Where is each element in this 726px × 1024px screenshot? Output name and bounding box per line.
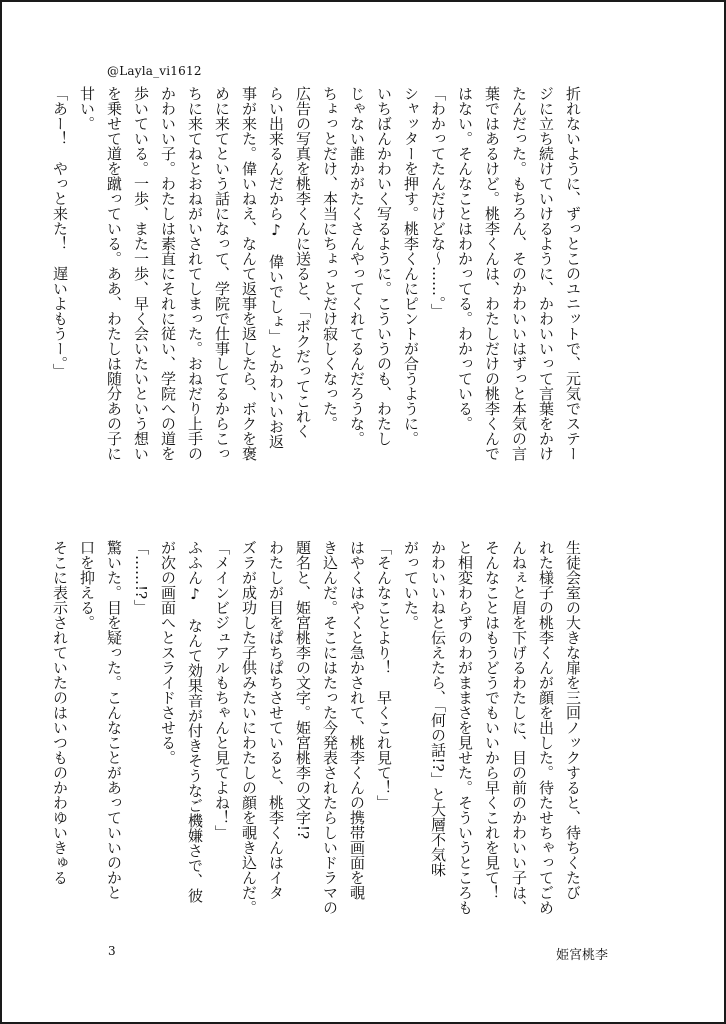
text-line: ちに来てねとおねがいされてしまった。おねだり上手の <box>186 86 204 461</box>
text-line: かわいい子。わたしは素直にそれに従い、学院への道を <box>159 86 177 461</box>
text-line: そこに表示されていたのはいつものかわゆいきゅる <box>51 540 69 885</box>
text-line: かわいいねと伝えたら、「何の話!?」と大層不気味 <box>429 540 447 877</box>
text-line: が次の画面へとスライドさせる。 <box>159 540 177 765</box>
text-line: 口を抑える。 <box>78 540 96 630</box>
text-line: 題名と、姫宮桃李の文字。姫宮桃李の文字!? <box>294 540 312 840</box>
text-line: 葉ではあるけど。桃李くんは、わたしだけの桃李くんで <box>483 86 501 461</box>
text-line: 甘い。 <box>78 86 96 131</box>
author-handle: @Layla_vi1612 <box>107 64 202 78</box>
text-line: ジに立ち続けていけるように、かわいいって言葉をかけ <box>537 86 555 461</box>
text-line: わたしが目をぱちぱちさせていると、桃李くんはイタ <box>267 540 285 900</box>
text-line: はやくはやくと急かされて、桃李くんの携帯画面を覗 <box>348 540 366 900</box>
text-line: 「わかってたんだけどな～……。」 <box>429 86 447 319</box>
bottom-text-block <box>51 540 586 930</box>
text-line: ちょっとだけ、本当にちょっとだけ寂しくなった。 <box>321 86 339 431</box>
text-line: 「メインビジュアルもちゃんと見てよね！」 <box>213 540 231 840</box>
text-line: と相変わらずのわがままさを見せた。そういうところも <box>456 540 474 915</box>
text-line: いちばんかわいく写るように。こういうのも、わたし <box>375 86 393 446</box>
text-line: ズラが成功した子供みたいにわたしの顔を覗き込んだ。 <box>240 540 258 915</box>
text-line: んねぇと眉を下げるわたしに、目の前のかわいい子は、 <box>510 540 528 915</box>
text-line: を乗せて道を蹴っている。ああ、わたしは随分あの子に <box>105 86 123 461</box>
text-line: がっていた。 <box>402 540 420 630</box>
text-line: れた様子の桃李くんが顔を出した。待たせちゃってごめ <box>537 540 555 915</box>
text-line: 驚いた。目を疑った。こんなことがあっていいのかと <box>105 540 123 900</box>
text-line: たんだった。もちろん、そのかわいいはずっと本気の言 <box>510 86 528 461</box>
text-line: 「あー！ やっと来た！ 遅いよもうー。」 <box>51 86 69 379</box>
text-line: 「……!?」 <box>132 540 150 615</box>
page-number: 3 <box>108 944 116 958</box>
footer-title: 姫宮桃李 <box>556 948 609 963</box>
text-line: らい出来るんだから♪ 偉いでしょ」とかわいいお返 <box>267 86 285 449</box>
text-line: 「そんなことより！ 早くこれ見て！」 <box>375 540 393 810</box>
text-line: 歩いている。一歩、また一歩、早く会いたいという想い <box>132 86 150 461</box>
text-line: 折れないように、ずっとこのユニットで、元気でステー <box>564 86 582 461</box>
text-line: 事が来た。偉いねえ、なんて返事を返したら、ボクを褒 <box>240 86 258 461</box>
text-line: じゃない誰かがたくさんやってくれてるんだろうな。 <box>348 86 366 446</box>
text-line: 生徒会室の大きな扉を三回ノックすると、待ちくたび <box>564 540 582 900</box>
text-line: シャッターを押す。桃李くんにピントが合うように。 <box>402 86 420 446</box>
text-line: はない。そんなことはわかってる。わかっている。 <box>456 86 474 431</box>
top-text-block <box>51 86 586 496</box>
text-line: そんなことはもうどうでもいいから早くこれを見て！ <box>483 540 501 900</box>
text-line: ふふん♪ なんて効果音が付きそうなご機嫌さで、彼 <box>186 540 204 903</box>
text-line: き込んだ。そこにはたった今発表されたらしいドラマの <box>321 540 339 915</box>
text-line: 広告の写真を桃李くんに送ると、「ボクだってこれく <box>294 86 312 439</box>
text-line: めに来てという話になって、学院で仕事してるからこっ <box>213 86 231 461</box>
